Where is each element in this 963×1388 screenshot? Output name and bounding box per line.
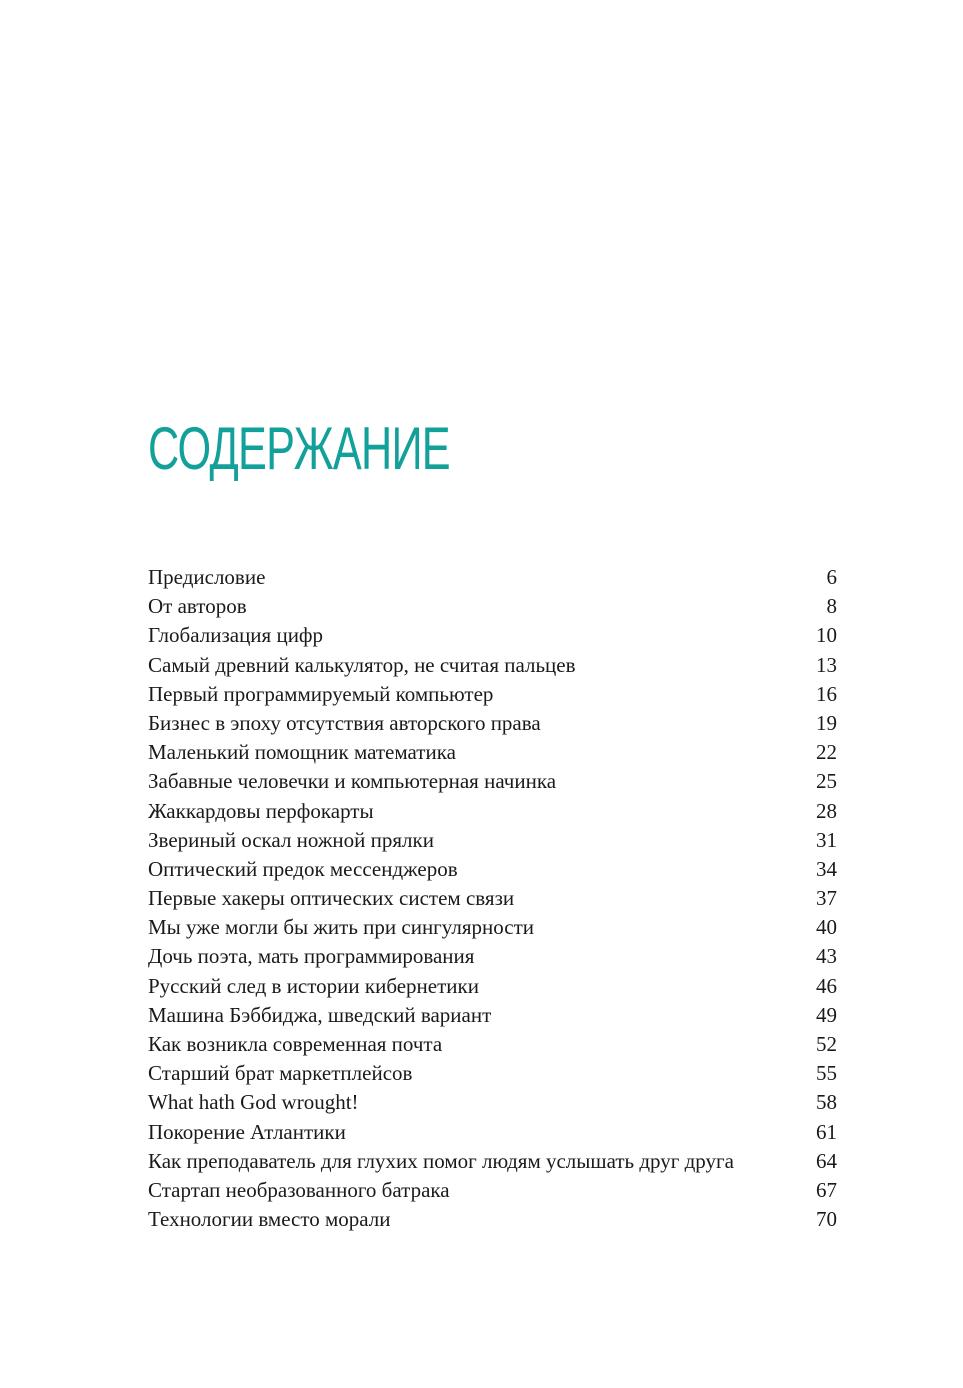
toc-entry bbox=[148, 592, 837, 621]
toc-entry-page-number: 8 bbox=[826, 594, 837, 619]
toc-entry-title: Покорение Атлантики bbox=[148, 1119, 346, 1144]
toc-entry-title: Технологии вместо морали bbox=[148, 1207, 391, 1232]
toc-entry bbox=[148, 1001, 837, 1030]
toc-entry bbox=[148, 767, 837, 796]
toc-entry-title: Старший брат маркетплейсов bbox=[148, 1061, 413, 1086]
toc-entry-page-number: 64 bbox=[816, 1148, 837, 1173]
table-of-contents bbox=[148, 563, 837, 1234]
toc-entry-title: Русский след в истории кибернетики bbox=[148, 973, 479, 998]
toc-entry bbox=[148, 1030, 837, 1059]
toc-entry-title: What hath God wrought! bbox=[148, 1090, 359, 1115]
toc-entry-page-number: 16 bbox=[816, 681, 837, 706]
toc-entry-page-number: 70 bbox=[816, 1207, 837, 1232]
toc-entry bbox=[148, 884, 837, 913]
toc-entry-title: Машина Бэббиджа, шведский вариант bbox=[148, 1002, 492, 1027]
toc-entry-title: От авторов bbox=[148, 594, 247, 619]
toc-entry-title: Предисловие bbox=[148, 565, 266, 589]
toc-entry-page-number: 25 bbox=[816, 769, 837, 794]
toc-entry-title: Забавные человечки и компьютерная начинка bbox=[148, 769, 557, 794]
toc-entry bbox=[148, 1147, 837, 1176]
toc-entry-title: Глобализация цифр bbox=[148, 623, 324, 648]
toc-entry bbox=[148, 680, 837, 709]
toc-entry-page-number: 43 bbox=[816, 944, 837, 969]
toc-entry-page-number: 28 bbox=[816, 798, 837, 823]
toc-entry-title: Как возникла современная почта bbox=[148, 1032, 443, 1056]
toc-entry bbox=[148, 913, 837, 942]
toc-entry-title: Первый программируемый компьютер bbox=[148, 681, 494, 706]
toc-entry-page-number: 31 bbox=[816, 827, 837, 852]
toc-entry-page-number: 40 bbox=[816, 915, 837, 940]
toc-entry-title: Бизнес в эпоху отсутствия авторского права bbox=[148, 710, 541, 735]
toc-entry-title: Первые хакеры оптических систем связи bbox=[148, 886, 515, 911]
toc-entry bbox=[148, 651, 837, 680]
toc-entry-page-number: 6 bbox=[826, 565, 837, 589]
toc-entry bbox=[148, 1176, 837, 1205]
toc-entry-title: Звериный оскал ножной прялки bbox=[148, 827, 434, 852]
toc-entry-title: Оптический предок мессенджеров bbox=[148, 856, 458, 881]
toc-entry bbox=[148, 797, 837, 826]
toc-entry bbox=[148, 942, 837, 971]
toc-entry-title: Маленький помощник математика bbox=[148, 740, 456, 765]
toc-entry-page-number: 55 bbox=[816, 1061, 837, 1086]
toc-entry bbox=[148, 709, 837, 738]
toc-entry-page-number: 37 bbox=[816, 886, 837, 911]
toc-entry-title: Дочь поэта, мать программирования bbox=[148, 944, 475, 969]
toc-entry bbox=[148, 738, 837, 767]
toc-entry-page-number: 10 bbox=[816, 623, 837, 648]
toc-entry-page-number: 52 bbox=[816, 1032, 837, 1056]
toc-entry-page-number: 13 bbox=[816, 652, 837, 677]
toc-entry bbox=[148, 972, 837, 1001]
toc-entry bbox=[148, 1205, 837, 1234]
toc-entry bbox=[148, 1118, 837, 1147]
toc-entry bbox=[148, 563, 837, 592]
toc-entry bbox=[148, 1088, 837, 1117]
page-title: СОДЕРЖАНИЕ bbox=[148, 415, 450, 482]
toc-entry-page-number: 22 bbox=[816, 740, 837, 765]
toc-entry-page-number: 61 bbox=[816, 1119, 837, 1144]
toc-entry bbox=[148, 621, 837, 650]
toc-entry bbox=[148, 1059, 837, 1088]
toc-entry-title: Как преподаватель для глухих помог людям услышать друг друга bbox=[148, 1148, 734, 1173]
toc-entry-page-number: 34 bbox=[816, 856, 837, 881]
toc-entry-page-number: 67 bbox=[816, 1177, 837, 1202]
toc-entry-title: Самый древний калькулятор, не считая пальцев bbox=[148, 652, 576, 677]
toc-entry-title: Жаккардовы перфокарты bbox=[148, 798, 374, 823]
toc-entry bbox=[148, 826, 837, 855]
toc-entry-page-number: 46 bbox=[816, 973, 837, 998]
toc-entry-title: Стартап необразованного батрака bbox=[148, 1177, 450, 1202]
toc-entry-page-number: 49 bbox=[816, 1002, 837, 1027]
toc-entry-page-number: 58 bbox=[816, 1090, 837, 1115]
toc-entry-title: Мы уже могли бы жить при сингулярности bbox=[148, 915, 535, 940]
toc-entry bbox=[148, 855, 837, 884]
toc-entry-page-number: 19 bbox=[816, 710, 837, 735]
